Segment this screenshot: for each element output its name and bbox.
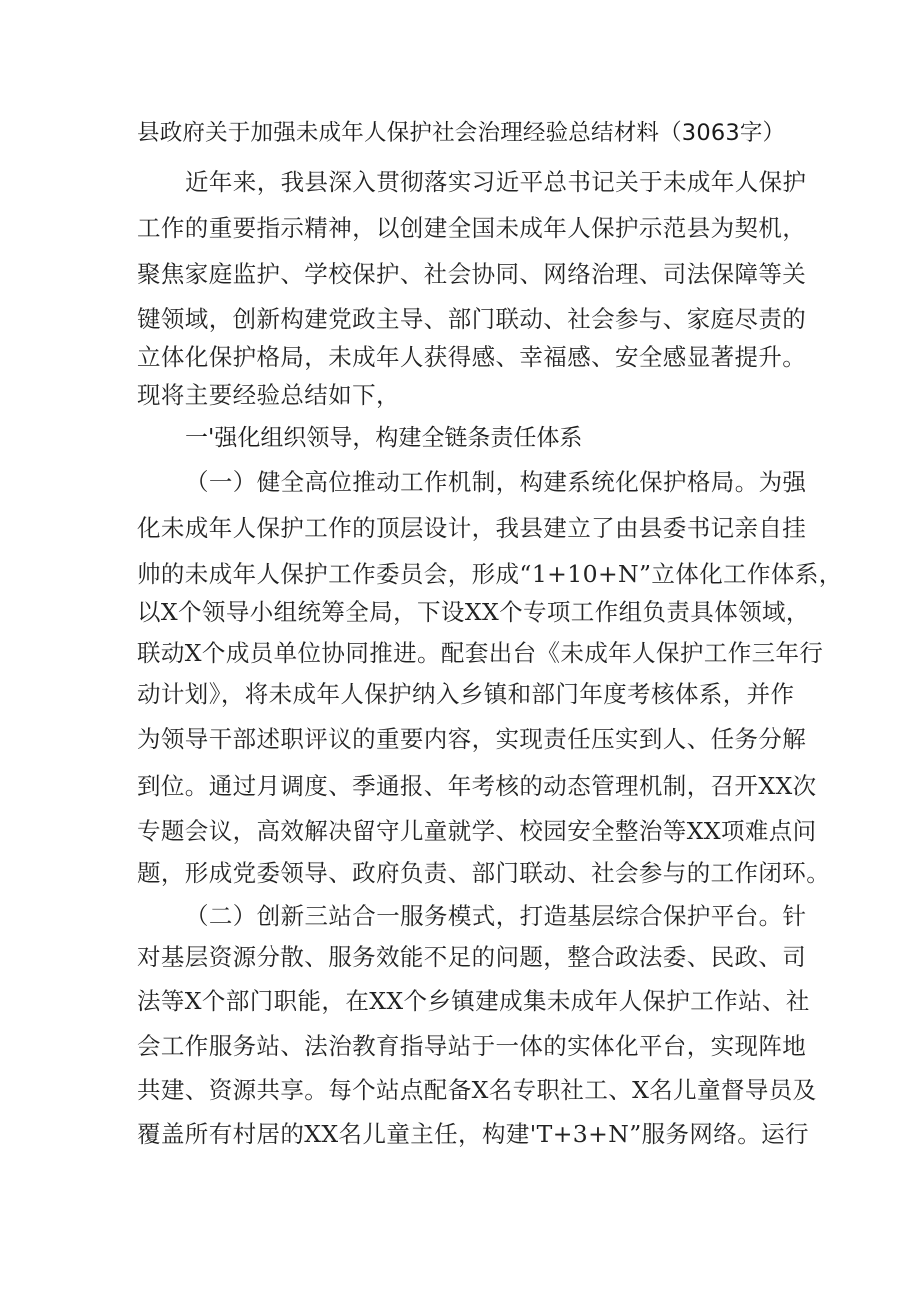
text-line: 题，形成党委领导、政府负责、部门联动、社会参与的工作闭环。 [137, 859, 831, 887]
text-line: 化未成年人保护工作的顶层设计，我县建立了由县委书记亲自挂 [137, 514, 807, 542]
text-line: 到位。通过月调度、季通报、年考核的动态管理机制，召开XX次 [137, 772, 817, 800]
text-line: 为领导干部述职评议的重要内容，实现责任压实到人、任务分解 [137, 725, 807, 753]
text-line: 会工作服务站、法治教育指导站于一体的实体化平台，实现阵地 [137, 1032, 807, 1060]
text-line: 立体化保护格局，未成年人获得感、幸福感、安全感显著提升。 [137, 343, 807, 371]
text-line: 覆盖所有村居的XX名儿童主任，构建'T+3+N”服务网络。运行 [137, 1120, 809, 1148]
text-line: （二）创新三站合一服务模式，打造基层综合保护平台。针 [185, 902, 807, 930]
text-line: 帅的未成年人保护工作委员会，形成“1+10+N”立体化工作体系， [137, 560, 843, 588]
text-line: 以X个领导小组统筹全局，下设XX个专项工作组负责具体领域， [137, 598, 810, 626]
text-line: 近年来，我县深入贯彻落实习近平总书记关于未成年人保护 [185, 168, 807, 196]
text-line: 现将主要经验总结如下， [137, 381, 400, 409]
text-line: 专题会议，高效解决留守儿童就学、校园安全整治等XX项难点问 [137, 817, 817, 845]
text-line: 键领域，创新构建党政主导、部门联动、社会参与、家庭尽责的 [137, 305, 807, 333]
text-line: 对基层资源分散、服务效能不足的问题，整合政法委、民政、司 [137, 943, 807, 971]
text-line: 动计划》，将未成年人保护纳入乡镇和部门年度考核体系，并作 [137, 680, 795, 708]
text-line: 工作的重要指示精神，以创建全国未成年人保护示范县为契机， [137, 214, 807, 242]
section-heading: 一'强化组织领导，构建全链条责任体系 [185, 425, 583, 451]
text-line: 共建、资源共享。每个站点配备X名专职社工、X名儿童督导员及 [137, 1076, 817, 1104]
text-line: 联动X个成员单位协同推进。配套出台《未成年人保护工作三年行 [137, 639, 824, 667]
document-title: 县政府关于加强未成年人保护社会治理经验总结材料（3063字） [137, 120, 786, 146]
text-line: （一）健全高位推动工作机制，构建系统化保护格局。为强 [185, 468, 807, 496]
text-line: 聚焦家庭监护、学校保护、社会协同、网络治理、司法保障等关 [137, 260, 807, 288]
text-line: 法等X个部门职能，在XX个乡镇建成集未成年人保护工作站、社 [137, 987, 810, 1015]
